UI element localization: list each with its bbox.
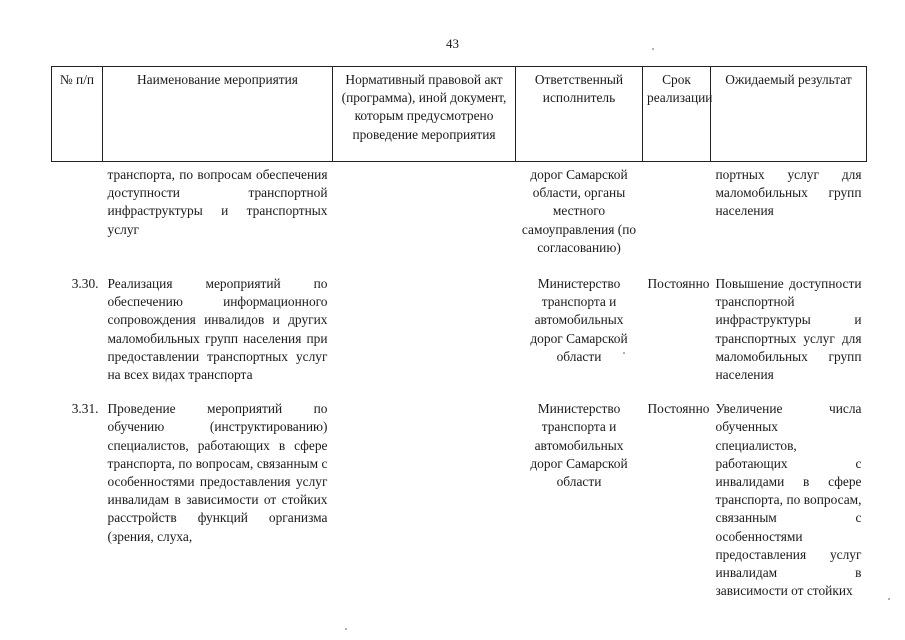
row-result: портных услуг для маломобильных групп населения xyxy=(715,167,862,219)
row-term: Постоянно xyxy=(647,276,710,292)
scan-speck xyxy=(652,48,654,50)
table-row xyxy=(52,162,867,276)
scan-speck xyxy=(345,628,347,630)
row-number xyxy=(52,162,103,276)
header-result: Ожидаемый результат xyxy=(711,67,867,162)
row-measure-name: транспорта, по вопросам обеспечения доступности транспортной инфраструктуры и транспортных услуг xyxy=(107,167,328,237)
row-number: 3.31. xyxy=(71,401,99,417)
header-term: Срок реализации xyxy=(643,67,711,162)
table-header-row xyxy=(52,67,867,162)
row-legal-act xyxy=(333,162,516,276)
measures-table xyxy=(51,66,867,600)
row-executor: дорог Самарской области, органы местного самоуправления (по согласованию) xyxy=(521,167,637,255)
row-legal-act xyxy=(333,275,516,400)
row-measure-name: Реализация мероприятий по обеспечению информационного сопровождения инвалидов и других маломобильных групп населения при предоставлении транспортных услуг на всех видах транспорта xyxy=(107,276,328,383)
header-measure-name: Наименование мероприятия xyxy=(103,67,333,162)
table-row xyxy=(52,400,867,600)
row-executor: Министерство транспорта и автомобильных дорог Самарской области xyxy=(530,276,628,364)
header-legal-act: Нормативный правовой акт (программа), иной документ, которым предусмотрено проведение мероприятия xyxy=(333,67,516,162)
scan-speck xyxy=(888,598,890,600)
row-executor: Министерство транспорта и автомобильных дорог Самарской области xyxy=(530,401,628,490)
page-number: 43 xyxy=(446,36,459,51)
header-executor: Ответственный исполнитель xyxy=(516,67,643,162)
row-result: Повышение доступности транспортной инфраструктуры и транспортных услуг для маломобильных групп населения xyxy=(715,276,862,383)
table-row xyxy=(52,275,867,400)
row-result: Увеличение числа обученных специалистов, работающих с инвалидами в сфере транспорта, по вопросам, связанным с особенностями предоставления услуг инвалидам в зависимости от стойких xyxy=(715,401,862,599)
row-number: 3.30. xyxy=(71,276,99,292)
row-term xyxy=(643,162,711,276)
row-term: Постоянно xyxy=(647,401,710,417)
row-legal-act xyxy=(333,400,516,600)
scan-speck xyxy=(623,352,625,354)
header-number: № п/п xyxy=(52,67,103,162)
row-measure-name: Проведение мероприятий по обучению (инструктированию) специалистов, работающих в сфере транспорта, по вопросам, связанным с особенностями предоставления услуг инвалидам в зависимости от стойких расстройств функций организма (зрения, слуха, xyxy=(107,401,328,544)
